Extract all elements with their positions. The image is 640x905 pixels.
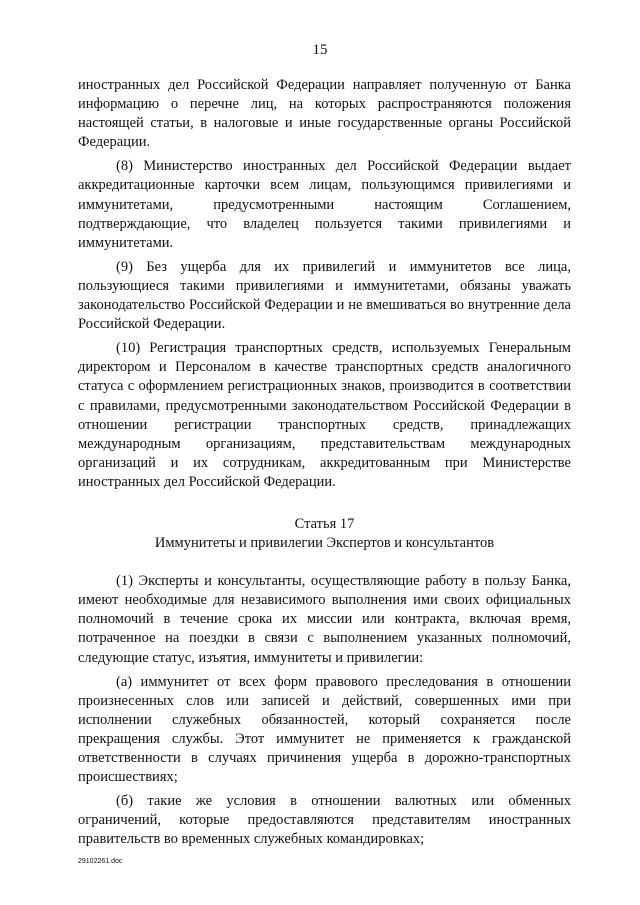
- paragraph-continuation: иностранных дел Российской Федерации направляет полученную от Банка информацию о перечне лиц, на которых распространяются положения настоящей статьи, в налоговые и иные государственные органы Российской Федерации.: [78, 77, 571, 151]
- paragraph-8: (8) Министерство иностранных дел Российской Федерации выдает аккредитационные карточки всем лицам, пользующимся привилегиями и иммунитетами, предусмотренными настоящим Соглашением, подтверждающие, что владелец пользуется такими привилегиями и иммунитетами.: [78, 158, 571, 251]
- article-subparagraph-b: (б) такие же условия в отношении валютных или обменных ограничений, которые предоставляются представителям иностранных правительств во временных служебных командировках;: [78, 793, 571, 848]
- article-subparagraph-a: (а) иммунитет от всех форм правового преследования в отношении произнесенных слов или записей и действий, совершенных ими при исполнении служебных обязанностей, который сохраняется после прекращения службы. Этот иммунитет не применяется к гражданской ответственности в случаях причинения ущерба в дорожно-транспортных происшествиях;: [78, 673, 571, 786]
- article-title: Иммунитеты и привилегии Экспертов и консультантов: [154, 535, 495, 552]
- paragraph-9: (9) Без ущерба для их привилегий и иммунитетов все лица, пользующиеся такими привилегиями и иммунитетами, обязаны уважать законодательство Российской Федерации и не вмешиваться во внутренние дела Российской Федерации.: [78, 258, 571, 333]
- page-number: 15: [312, 42, 328, 58]
- document-body: [78, 76, 571, 854]
- article-number: Статья 17: [294, 515, 355, 532]
- paragraph-10: (10) Регистрация транспортных средств, используемых Генеральным директором и Персоналом в качестве транспортных средств аналогичного статуса с оформлением регистрационных знаков, производится в соответствии с правилами, предусмотренными законодательством Российской Федерации в отношении регистрации транспортных средств, принадлежащих международным организациям, представительствам международных организаций и их сотрудникам, аккредитованным при Министерстве иностранных дел Российской Федерации.: [78, 340, 571, 490]
- file-name-footer: 29102261.doc: [78, 858, 123, 865]
- article-paragraph-1: (1) Эксперты и консультанты, осуществляющие работу в пользу Банка, имеют необходимые для независимого выполнения ими своих официальных полномочий в течение срока их миссии или контракта, включая время, потраченное на поездки в связи с выполнением указанных полномочий, следующие статус, изъятия, иммунитеты и привилегии:: [78, 573, 571, 666]
